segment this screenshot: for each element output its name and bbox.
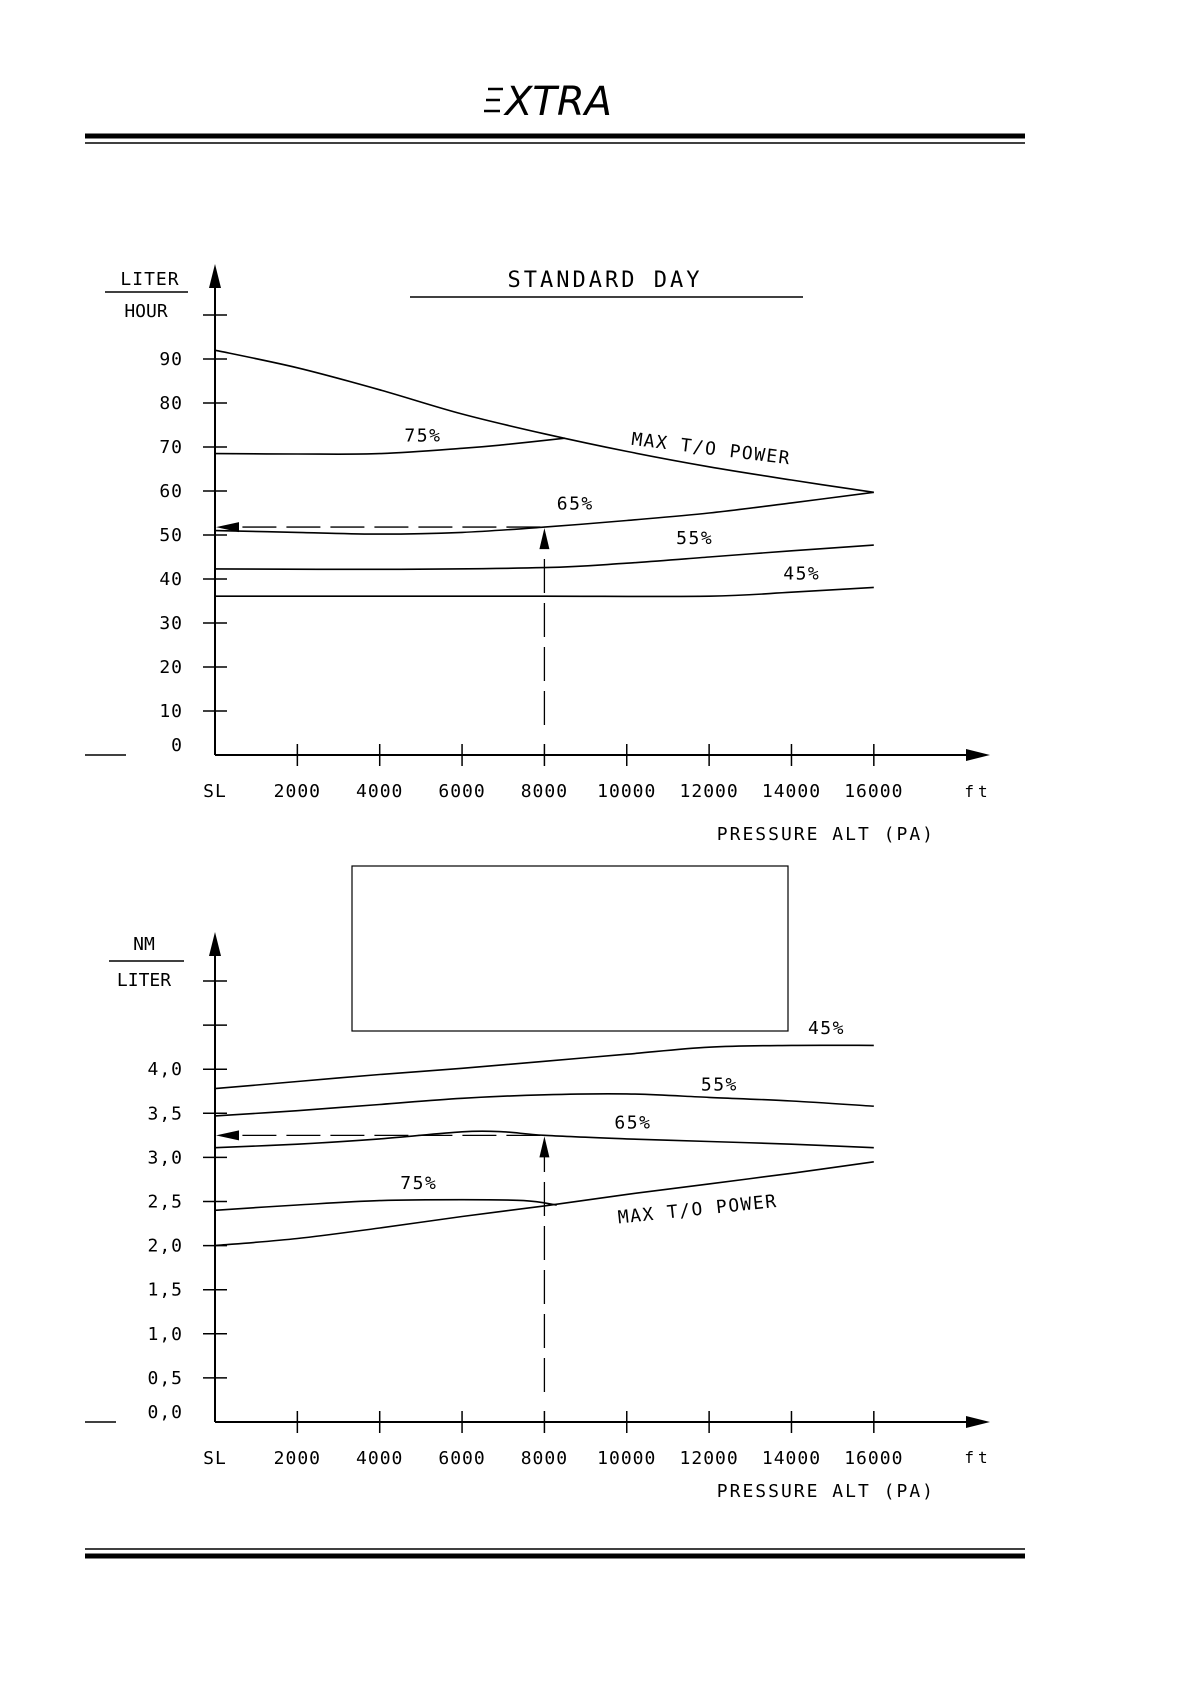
chart1-x-ticks <box>203 744 903 802</box>
chart1-x-tick-label: 12000 <box>679 781 739 802</box>
chart2-y-tick-label: 0,0 <box>147 1402 183 1423</box>
chart2-ylabel-top: NM <box>133 934 155 955</box>
chart1-label-max-t-o-power: MAX T/O POWER <box>630 428 793 470</box>
chart1-y-arrow <box>209 264 221 288</box>
chart2-x-tick-label: 2000 <box>273 1448 322 1469</box>
chart2-ylabel-bottom: LITER <box>116 970 172 991</box>
chart2-xlabel: PRESSURE ALT (PA) <box>716 1481 935 1502</box>
chart2-x-tick-label: 6000 <box>438 1448 486 1469</box>
chart1-curve-labels <box>404 426 820 585</box>
chart1-curve-65pct <box>215 492 874 534</box>
chart2-x-tick-label: 12000 <box>679 1448 739 1469</box>
chart1-label-55pct: 55% <box>676 528 714 550</box>
chart1-y-tick-label: 70 <box>159 437 183 458</box>
chart2-x-tick-label: 10000 <box>597 1448 657 1469</box>
chart2-curve-45pct <box>215 1045 874 1088</box>
chart2-example-left-arrow <box>216 1130 239 1140</box>
extra-logo <box>484 79 612 125</box>
chart2-x-tick-label: 4000 <box>356 1448 404 1469</box>
chart1-curve-max-t-o-power <box>215 350 874 492</box>
chart1-y-ticks <box>159 315 227 756</box>
blank-placeholder-box <box>352 866 788 1031</box>
chart1-label-45pct: 45% <box>783 563 821 585</box>
chart1-y-tick-label: 60 <box>159 481 183 502</box>
chart2-x-arrow <box>966 1416 990 1428</box>
chart2-x-tick-label: 14000 <box>761 1448 822 1469</box>
chart2-y-tick-label: 3,5 <box>147 1103 183 1125</box>
chart2-label-65pct: 65% <box>614 1112 652 1134</box>
chart1-ylabel-top: LITER <box>120 269 180 290</box>
chart1-y-tick-label: 40 <box>159 569 183 590</box>
chart2-label-75pct: 75% <box>400 1173 438 1195</box>
chart1-x-tick-label: 10000 <box>597 781 657 802</box>
chart1-title: STANDARD DAY <box>507 268 703 293</box>
chart1-y-tick-label: 10 <box>159 701 183 722</box>
chart1-x-tick-label: 8000 <box>520 781 569 802</box>
chart2-x-tick-label: 16000 <box>844 1448 904 1469</box>
chart2-x-tick-label: 8000 <box>520 1448 569 1469</box>
chart1-x-tick-label: 2000 <box>273 781 322 802</box>
chart1-x-tick-label: SL <box>203 781 227 802</box>
chart2-example-up-arrow <box>539 1136 549 1157</box>
chart1-example-up-arrow <box>539 528 549 549</box>
chart1-label-65pct: 65% <box>556 493 594 515</box>
chart1-x-tick-label: 6000 <box>438 781 486 802</box>
chart1-y-tick-label: 20 <box>159 657 183 678</box>
chart2-y-tick-label: 4,0 <box>147 1059 183 1081</box>
chart1-label-75pct: 75% <box>404 425 442 447</box>
chart1-curve-75pct <box>215 438 565 454</box>
chart2-curve-75pct <box>215 1200 557 1211</box>
chart1-x-tick-label: 4000 <box>356 781 404 802</box>
chart1-ylabel-bottom: HOUR <box>124 301 168 322</box>
chart1-x-arrow <box>966 749 990 761</box>
chart2-y-tick-label: 2,5 <box>147 1191 183 1213</box>
chart1-y-tick-label: 50 <box>159 525 183 546</box>
chart2-label-max-t-o-power: MAX T/O POWER <box>616 1190 779 1229</box>
chart2-label-55pct: 55% <box>700 1074 738 1096</box>
chart2-curve-55pct <box>215 1094 874 1116</box>
chart1-x-tick-label: 14000 <box>761 781 822 802</box>
chart2-example-guide <box>216 1130 549 1392</box>
chart1-example-guide <box>216 522 549 725</box>
chart2-curve-labels <box>400 1018 845 1229</box>
chart1-y-tick-label: 30 <box>159 613 183 634</box>
specific-range-chart <box>85 932 992 1502</box>
chart2-label-45pct: 45% <box>807 1017 845 1039</box>
chart2-y-arrow <box>209 932 221 956</box>
chart1-y-tick-label: 90 <box>159 349 183 370</box>
fuel-flow-chart <box>85 264 992 845</box>
logo-text: XTRA <box>505 79 612 125</box>
chart1-y-tick-label: 0 <box>171 735 183 756</box>
chart2-y-tick-label: 3,0 <box>147 1147 183 1169</box>
chart1-x-tick-label: 16000 <box>844 781 904 802</box>
chart1-y-tick-label: 80 <box>159 393 183 414</box>
chart1-xlabel: PRESSURE ALT (PA) <box>716 824 935 845</box>
chart1-x-unit: ft <box>964 782 992 801</box>
chart2-y-tick-label: 2,0 <box>147 1235 183 1257</box>
chart2-y-tick-label: 1,5 <box>147 1279 183 1301</box>
chart2-x-ticks <box>203 1411 903 1469</box>
chart2-y-tick-label: 0,5 <box>147 1367 183 1389</box>
chart2-x-unit: ft <box>964 1448 992 1467</box>
chart2-x-tick-label: SL <box>203 1448 227 1469</box>
chart2-y-tick-label: 1,0 <box>147 1323 183 1345</box>
